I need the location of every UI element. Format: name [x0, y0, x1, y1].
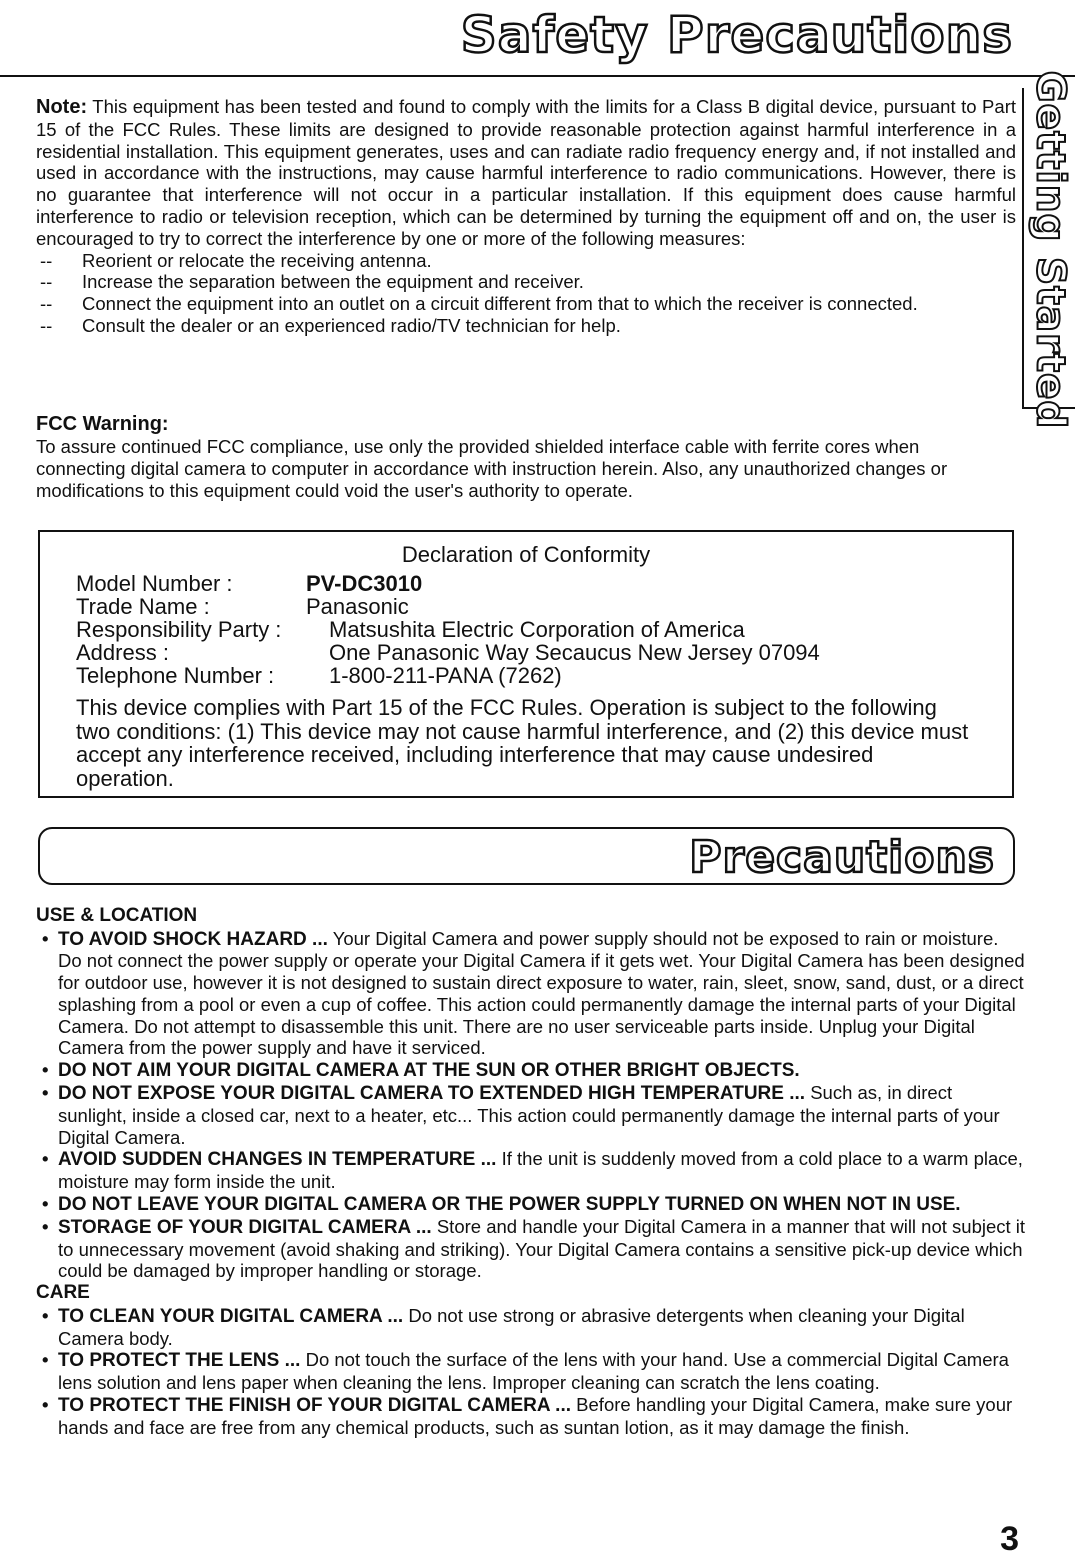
item-lead: TO PROTECT THE FINISH OF YOUR DIGITAL CAMERA ...	[58, 1394, 572, 1416]
dash-marker: --	[40, 271, 53, 293]
declaration-row	[76, 640, 820, 665]
item-text: Do not touch the surface of the lens with your hand. Use a commercial Digital Camera lens solution and lens paper when cleaning the lens. Improper cleaning can scratch the lens coating.	[58, 1349, 1009, 1394]
section-heading: USE & LOCATION	[36, 905, 198, 926]
note-section	[36, 96, 1016, 337]
precautions-title: Precautions	[689, 832, 995, 883]
declaration-label: Trade Name :	[76, 594, 210, 619]
list-item	[36, 1082, 1026, 1148]
declaration-value: PV-DC3010	[306, 571, 423, 596]
declaration-value: One Panasonic Way Secaucus New Jersey 07094	[329, 640, 820, 665]
item-text: Do not use strong or abrasive detergents when cleaning your Digital Camera body.	[58, 1304, 965, 1349]
declaration-label: Responsibility Party :	[76, 617, 282, 642]
bullet-marker: •	[42, 927, 49, 949]
side-tab-label: Getting Started	[1027, 70, 1073, 430]
measure-text: Reorient or relocate the receiving antenna.	[82, 249, 432, 271]
bullet-marker: •	[42, 1393, 49, 1415]
declaration-box	[38, 530, 1014, 798]
measure-text: Connect the equipment into an outlet on a circuit different from that to which the receiver is connected.	[82, 293, 918, 315]
item-lead: TO PROTECT THE LENS ...	[58, 1350, 301, 1372]
declaration-statement: This device complies with Part 15 of the FCC Rules. Operation is subject to the following two conditions: (1) This device may not cause harmful interference, and (2) this device must accept any interference received, including interference that may cause undesired operation.	[76, 695, 969, 791]
section-heading: CARE	[36, 1282, 90, 1304]
declaration-value: Panasonic	[306, 594, 409, 619]
bullet-marker: •	[42, 1193, 49, 1215]
declaration-row	[76, 594, 409, 619]
measure-text: Consult the dealer or an experienced radio/TV technician for help.	[82, 314, 621, 336]
bullet-marker: •	[42, 1215, 49, 1237]
item-lead: AVOID SUDDEN CHANGES IN TEMPERATURE ...	[58, 1149, 497, 1171]
page-number: 3	[1000, 1520, 1019, 1558]
fcc-warning-text: To assure continued FCC compliance, use only the provided shielded interface cable with ferrite cores when connecting digital camera to computer in accordance with instruction herein. Also, any unauthorized changes or modifications to this equipment could void the user's authority to operate.	[36, 436, 948, 501]
measure-text: Increase the separation between the equipment and receiver.	[82, 271, 584, 293]
dash-marker: --	[40, 249, 53, 271]
list-item	[36, 1305, 1026, 1350]
list-item	[36, 293, 1016, 315]
list-item	[36, 1059, 1026, 1082]
declaration-title: Declaration of Conformity	[401, 542, 651, 567]
declaration-value: Matsushita Electric Corporation of America	[329, 617, 745, 642]
item-lead: TO AVOID SHOCK HAZARD ...	[58, 928, 328, 950]
item-lead: TO CLEAN YOUR DIGITAL CAMERA ...	[58, 1305, 404, 1327]
declaration-label: Address :	[76, 640, 169, 665]
list-item	[36, 250, 1016, 272]
list-item	[36, 1216, 1026, 1282]
list-item	[36, 1193, 1026, 1216]
header-rule	[0, 75, 1075, 77]
item-lead: DO NOT AIM YOUR DIGITAL CAMERA AT THE SUN OR OTHER BRIGHT OBJECTS.	[58, 1060, 800, 1082]
precautions-section	[36, 905, 1026, 1439]
note-paragraph	[36, 96, 1016, 250]
list-item	[36, 315, 1016, 337]
item-lead: DO NOT EXPOSE YOUR DIGITAL CAMERA TO EXTENDED HIGH TEMPERATURE ...	[58, 1083, 806, 1105]
declaration-value: 1-800-211-PANA (7262)	[329, 663, 562, 688]
list-item	[36, 1394, 1026, 1439]
note-label: Note:	[36, 96, 88, 118]
dash-marker: --	[40, 293, 53, 315]
bullet-marker: •	[42, 1349, 49, 1371]
note-text: This equipment has been tested and found to comply with the limits for a Class B digital device, pursuant to Part 15 of the FCC Rules. These limits are designed to provide reasonable protection against harmful interference in a residential installation. This equipment generates, uses and can radiate radio frequency energy and, if not installed and used in accordance with the instructions, may cause harmful interference to radio communications. However, there is no guarantee that interference will not occur in a particular installation. If this equipment does cause harmful interference to radio or television reception, which can be determined by turning the equipment off and on, the user is encouraged to try to correct the interference by one or more of the following measures:	[36, 96, 1016, 249]
page-title: Safety Precautions	[460, 6, 1013, 64]
list-item	[36, 1349, 1026, 1394]
list-item	[36, 1148, 1026, 1193]
declaration-row	[76, 663, 562, 688]
dash-marker: --	[40, 314, 53, 336]
bullet-marker: •	[42, 1082, 49, 1104]
item-text: Your Digital Camera and power supply should not be exposed to rain or moisture. Do not connect the power supply or operate your Digital Camera if it gets wet. Your Digital Camera has been designed for outdoor use, however it is not designed to sustain direct exposure to water, rain, sleet, snow, sand, dust, or a direct splashing from a pool or even a cup of coffee. This action could permanently damage the internal parts of your Digital Camera. Do not attempt to disassemble this unit. There are no user serviceable parts inside. Unplug your Digital Camera from the power supply and have it serviced.	[58, 927, 1025, 1059]
declaration-label: Telephone Number :	[76, 663, 275, 688]
list-item	[36, 271, 1016, 293]
fcc-warning-heading: FCC Warning:	[36, 413, 169, 435]
declaration-row	[76, 617, 745, 642]
item-lead: STORAGE OF YOUR DIGITAL CAMERA ...	[58, 1216, 432, 1238]
item-text: If the unit is suddenly moved from a cold place to a warm place, moisture may form inside the unit.	[58, 1148, 1023, 1193]
bullet-marker: •	[42, 1148, 49, 1170]
bullet-marker: •	[42, 1059, 49, 1081]
item-text: Store and handle your Digital Camera in a manner that will not subject it to unnecessary movement (avoid shaking and striking). Your Digital Camera contains a sensitive pick-up device which could be damaged by improper handling or storage.	[58, 1215, 1026, 1282]
list-item	[36, 928, 1026, 1060]
item-text: Before handling your Digital Camera, make sure your hands and face are free from any chemical products, such as suntan lotion, as it may damage the finish.	[58, 1393, 1013, 1438]
item-text: Such as, in direct sunlight, inside a closed car, next to a heater, etc... This action could permanently damage the internal parts of your Digital Camera.	[58, 1082, 1000, 1148]
declaration-row	[76, 571, 423, 596]
item-lead: DO NOT LEAVE YOUR DIGITAL CAMERA OR THE POWER SUPPLY TURNED ON WHEN NOT IN USE.	[58, 1194, 961, 1216]
bullet-marker: •	[42, 1304, 49, 1326]
declaration-label: Model Number :	[76, 571, 233, 596]
fcc-warning-section	[36, 412, 1001, 501]
